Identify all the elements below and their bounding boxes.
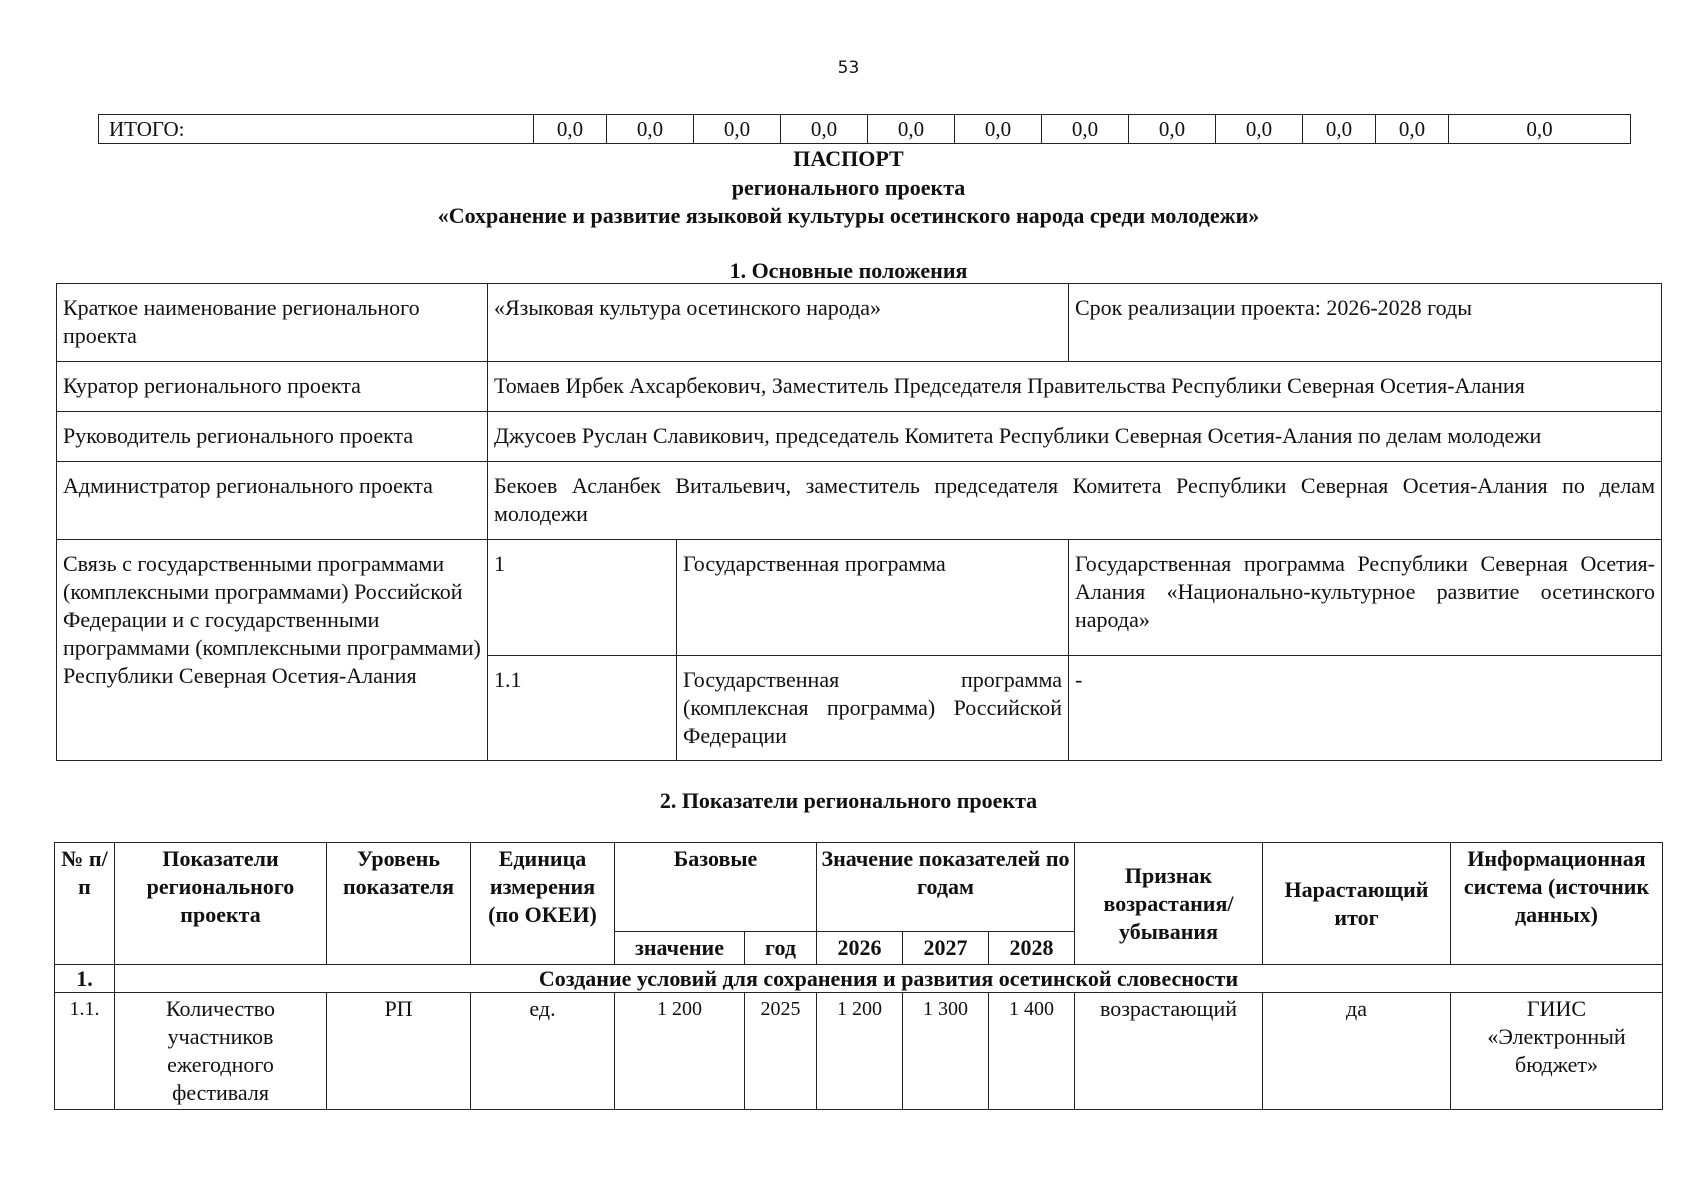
row-indicator: Количество участников ежегодного фестиваля: [115, 993, 327, 1110]
col-base-year-header: год: [745, 932, 817, 965]
project-term: Срок реализации проекта: 2026-2028 годы: [1069, 284, 1662, 362]
admin-value: Бекоев Асланбек Витальевич, заместитель председателя Комитета Республики Северная Осетия-Алания по делам молодежи: [488, 462, 1662, 540]
table-row: [55, 993, 1663, 1110]
section2-title: 2. Показатели регионального проекта: [659, 788, 1038, 813]
section-num: 1.: [55, 965, 115, 993]
itogo-value: 0,0: [1376, 115, 1449, 144]
itogo-table: [98, 114, 1631, 144]
program-link-num: 1: [488, 540, 677, 656]
short-name-value: «Языковая культура осетинского народа»: [488, 284, 1069, 362]
table-row: [57, 362, 1662, 412]
row-base-value: 1 200: [615, 993, 745, 1110]
row-value-2027: 1 300: [903, 993, 989, 1110]
short-name-label: Краткое наименование регионального проекта: [57, 284, 488, 362]
row-trend: возрастающий: [1075, 993, 1263, 1110]
section-row: [55, 965, 1663, 993]
col-source-header: Информационная система (источник данных): [1451, 843, 1663, 965]
col-indicator-header: Показатели регионального проекта: [115, 843, 327, 965]
col-unit-header: Единица измерения (по ОКЕИ): [471, 843, 615, 965]
row-value-2028: 1 400: [989, 993, 1075, 1110]
col-values-header: Значение показателей по годам: [817, 843, 1075, 932]
program-link-value: -: [1069, 656, 1662, 761]
program-link-label: Связь с государственными программами (комплексными программами) Российской Федерации и с государственными программами (комплексными программами) Республики Северная Осетия-Алания: [57, 540, 488, 761]
project-name: «Сохранение и развитие языковой культуры осетинского народа среди молодежи»: [437, 203, 1260, 228]
row-level: РП: [327, 993, 471, 1110]
col-cumulative-header: Нарастающий итог: [1263, 843, 1451, 965]
itogo-value: 0,0: [1303, 115, 1376, 144]
row-num: 1.1.: [55, 993, 115, 1110]
program-link-type: Государственная программа: [677, 540, 1069, 656]
itogo-value: 0,0: [607, 115, 694, 144]
program-link-value: Государственная программа Республики Северная Осетия-Алания «Национально-культурное развитие осетинского народа»: [1069, 540, 1662, 656]
col-2027-header: 2027: [903, 932, 989, 965]
col-level-header: Уровень показателя: [327, 843, 471, 965]
program-link-num: 1.1: [488, 656, 677, 761]
itogo-row: [99, 115, 1631, 144]
itogo-value: 0,0: [781, 115, 868, 144]
basic-provisions-table: [56, 283, 1662, 761]
row-unit: ед.: [471, 993, 615, 1110]
col-num-header: № п/п: [55, 843, 115, 965]
itogo-value: 0,0: [868, 115, 955, 144]
indicators-table: [54, 842, 1663, 1110]
table-row: [57, 462, 1662, 540]
table-row: [57, 284, 1662, 362]
header-row: [55, 843, 1663, 932]
itogo-value: 0,0: [1042, 115, 1129, 144]
itogo-value: 0,0: [1449, 115, 1631, 144]
curator-value: Томаев Ирбек Ахсарбекович, Заместитель Председателя Правительства Республики Северная Осетия-Алания: [488, 362, 1662, 412]
col-trend-header: Признак возрастания/ убывания: [1075, 843, 1263, 965]
col-2028-header: 2028: [989, 932, 1075, 965]
passport-title: ПАСПОРТ: [793, 146, 904, 171]
page-number: 53: [837, 58, 860, 78]
passport-subtitle: регионального проекта: [731, 175, 966, 200]
head-label: Руководитель регионального проекта: [57, 412, 488, 462]
itogo-value: 0,0: [1216, 115, 1303, 144]
row-base-year: 2025: [745, 993, 817, 1110]
table-row: [57, 540, 1662, 656]
admin-label: Администратор регионального проекта: [57, 462, 488, 540]
col-base-value-header: значение: [615, 932, 745, 965]
itogo-label: ИТОГО:: [99, 115, 534, 144]
head-value: Джусоев Руслан Славикович, председатель Комитета Республики Северная Осетия-Алания по делам молодежи: [488, 412, 1662, 462]
itogo-value: 0,0: [1129, 115, 1216, 144]
table-row: [57, 412, 1662, 462]
itogo-value: 0,0: [534, 115, 607, 144]
curator-label: Куратор регионального проекта: [57, 362, 488, 412]
col-2026-header: 2026: [817, 932, 903, 965]
section-title: Создание условий для сохранения и развития осетинской словесности: [115, 965, 1663, 993]
row-cumulative: да: [1263, 993, 1451, 1110]
section1-title: 1. Основные положения: [729, 258, 968, 283]
row-value-2026: 1 200: [817, 993, 903, 1110]
itogo-value: 0,0: [694, 115, 781, 144]
program-link-type: Государственная программа (комплексная программа) Российской Федерации: [677, 656, 1069, 761]
itogo-value: 0,0: [955, 115, 1042, 144]
row-source: ГИИС «Электронный бюджет»: [1451, 993, 1663, 1110]
col-base-header: Базовые: [615, 843, 817, 932]
